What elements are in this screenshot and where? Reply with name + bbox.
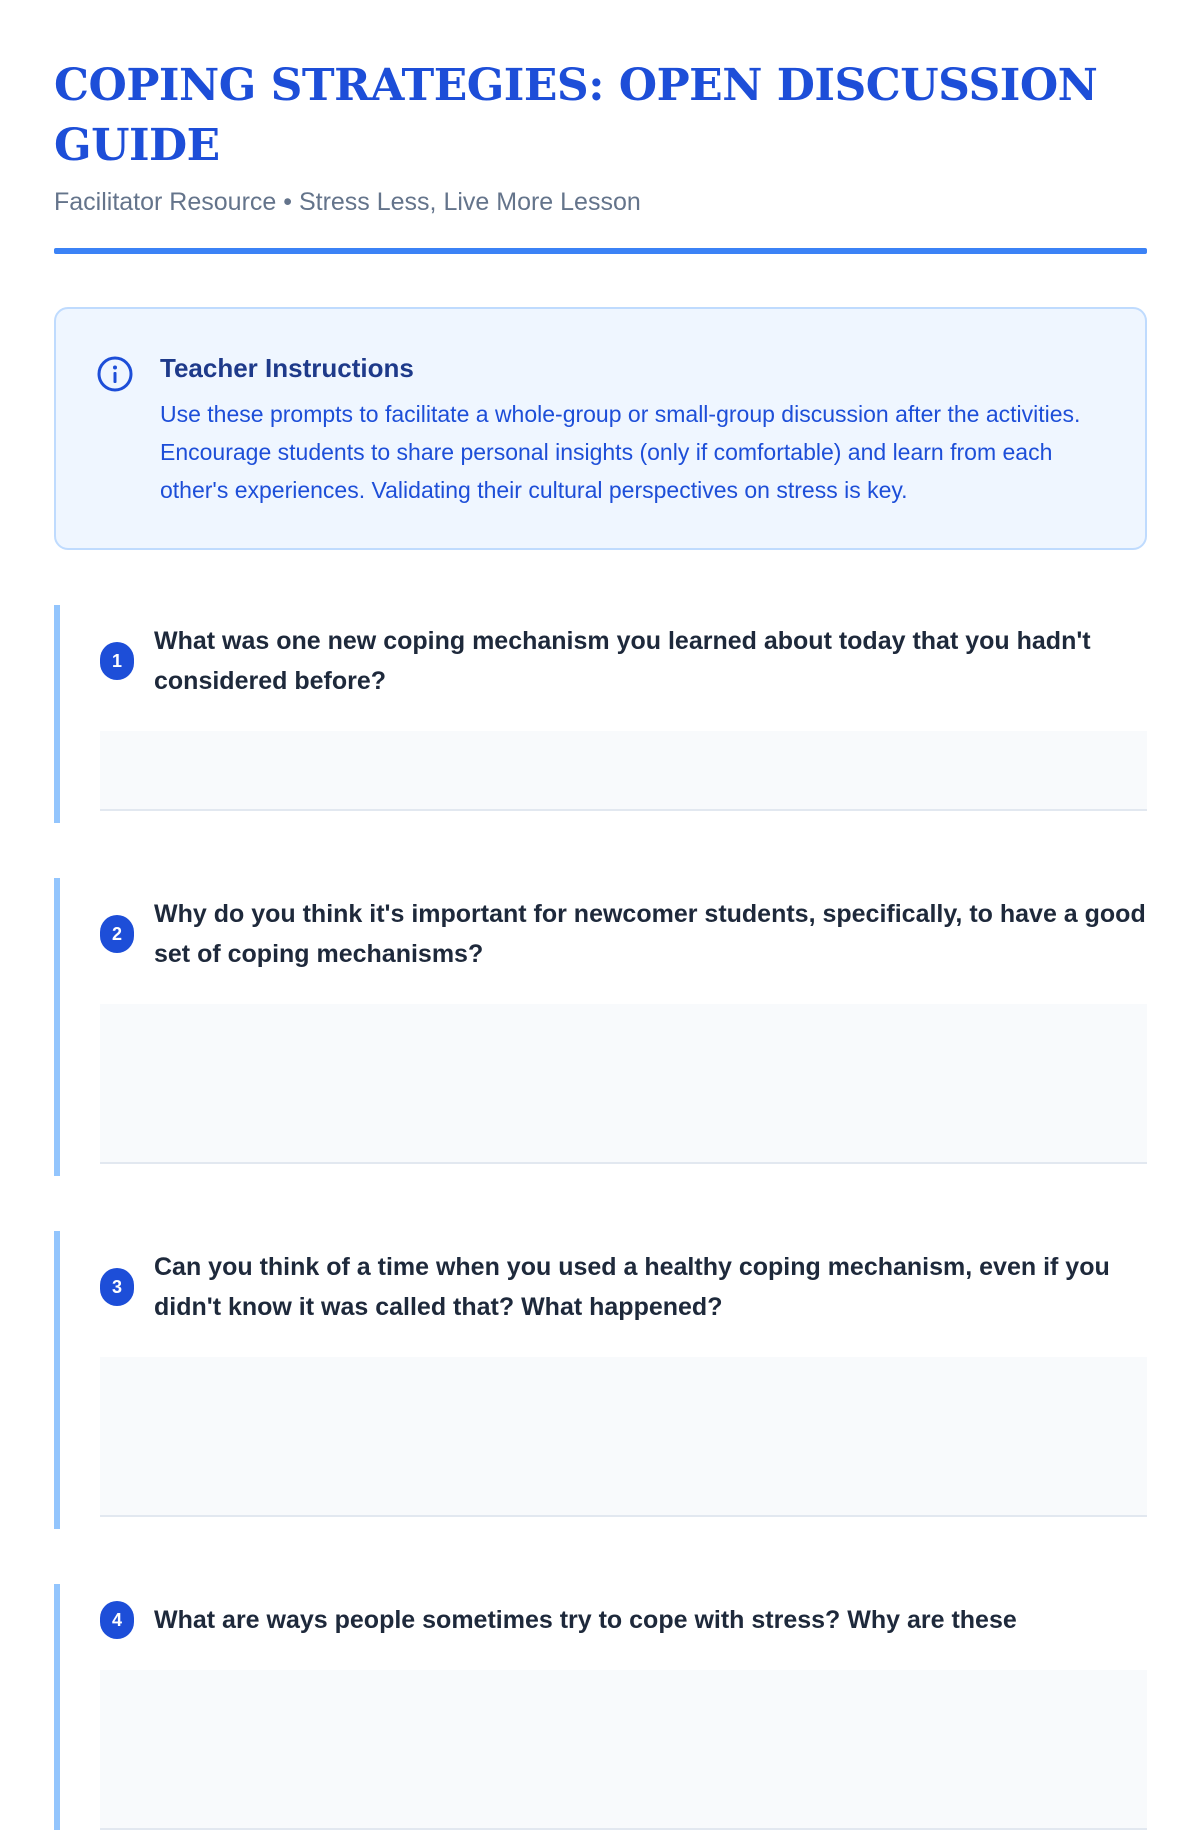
question-text: Why do you think it's important for newcomer students, specifically, to have a good set of coping mechanisms? — [154, 900, 1146, 968]
question-number-badge: 1 — [100, 642, 134, 680]
instructions-body — [160, 351, 1115, 509]
instructions-title: Teacher Instructions — [160, 353, 414, 383]
question-number-badge: 3 — [100, 1268, 134, 1306]
question-text: What are ways people sometimes try to cope with stress? Why are these — [154, 1606, 1017, 1634]
answer-area[interactable] — [100, 731, 1147, 811]
question-header — [100, 605, 1147, 701]
title-divider — [54, 248, 1147, 254]
question-header — [100, 878, 1147, 974]
info-circle-icon — [96, 355, 134, 393]
page-subtitle: Facilitator Resource • Stress Less, Live More Lesson — [54, 188, 641, 216]
discussion-question — [54, 1231, 1147, 1529]
discussion-question — [54, 605, 1147, 823]
question-header — [100, 1231, 1147, 1327]
answer-area[interactable] — [100, 1670, 1147, 1830]
question-number-badge: 2 — [100, 915, 134, 953]
teacher-instructions-box — [54, 307, 1147, 550]
answer-area[interactable] — [100, 1357, 1147, 1517]
question-header — [100, 1584, 1147, 1640]
question-text: Can you think of a time when you used a healthy coping mechanism, even if you didn't know it was called that? What happened? — [154, 1253, 1110, 1321]
discussion-question — [54, 1584, 1147, 1830]
page-title: COPING STRATEGIES: OPEN DISCUSSION GUIDE — [54, 60, 1098, 171]
question-text: What was one new coping mechanism you learned about today that you hadn't considered before? — [154, 627, 1091, 695]
discussion-question — [54, 878, 1147, 1176]
instructions-text: Use these prompts to facilitate a whole-group or small-group discussion after the activities. Encourage students to share personal insights (only if comfortable) and learn from each other's experiences. Validating their cultural perspectives on stress is key. — [160, 401, 1081, 503]
question-number-badge: 4 — [100, 1601, 134, 1639]
answer-area[interactable] — [100, 1004, 1147, 1164]
